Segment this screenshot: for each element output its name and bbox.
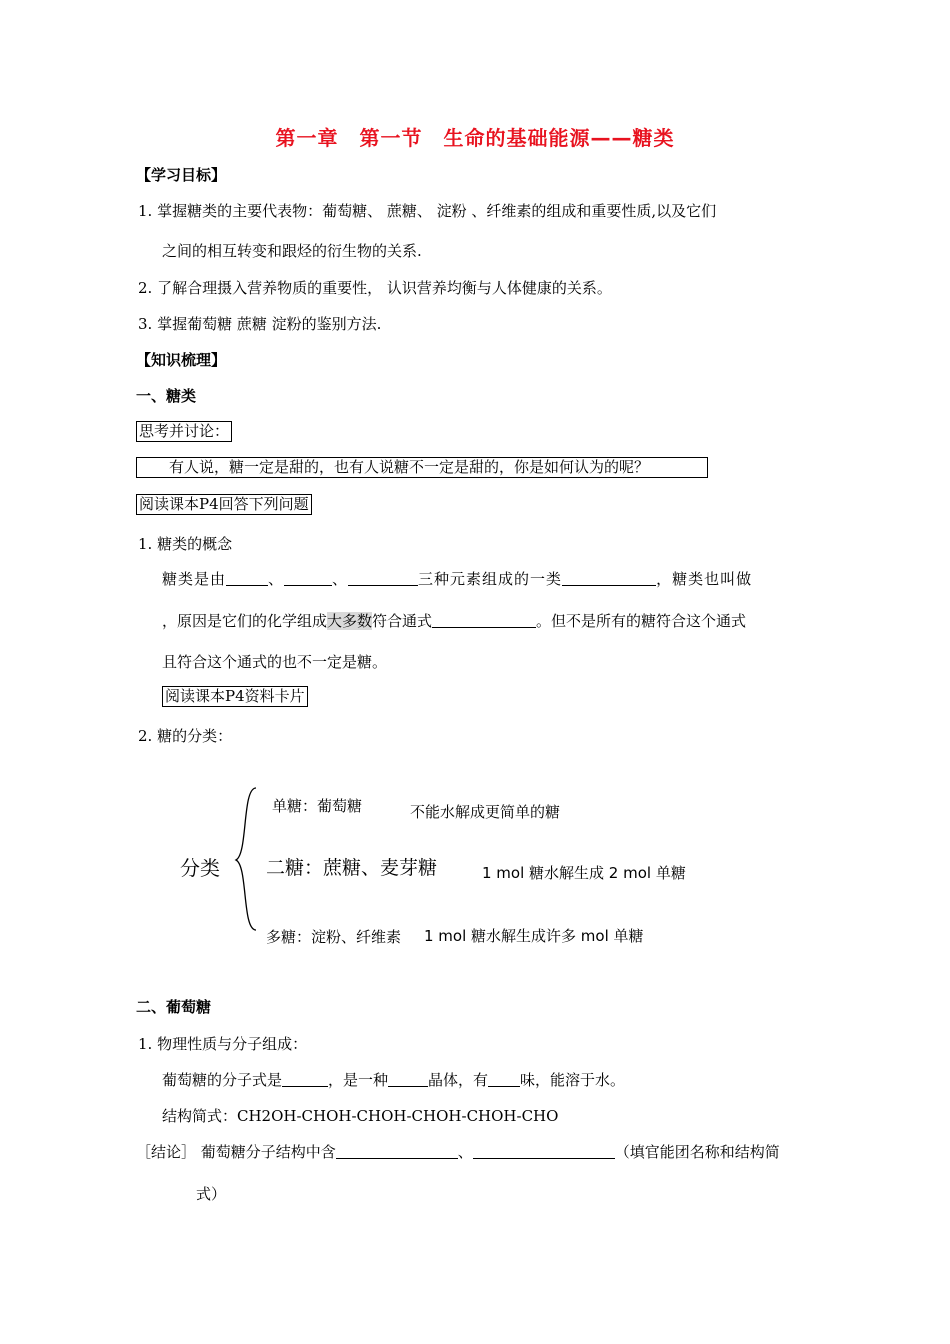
conclusion-line-2: 式） (196, 1185, 227, 1203)
formula-text-1: 葡萄糖的分子式是 (162, 1071, 283, 1089)
disaccharide-label: 二糖：蔗糖、麦芽糖 (266, 857, 438, 879)
conclusion-text-2: （填官能团名称和结构简 (614, 1143, 780, 1161)
polysaccharide-desc: 1 mol 糖水解生成许多 mol 单糖 (424, 927, 644, 945)
functional-group-blank-1[interactable] (336, 1144, 458, 1159)
section-2-heading: 二、葡萄糖 (136, 998, 212, 1016)
concept-line-1: 糖类是由 、 、 三种元素组成的一类 ，糖类也叫做 (162, 570, 753, 588)
concept-text-4: ，原因是它们的化学组成 (162, 612, 328, 630)
element-blank-1[interactable] (226, 571, 268, 586)
concept-text-3: ，糖类也叫做 (656, 570, 753, 588)
functional-group-blank-2[interactable] (473, 1144, 615, 1159)
general-formula-blank[interactable] (432, 613, 536, 628)
concept-text-5: 符合通式 (372, 612, 433, 630)
concept-label: 1. 糖类的概念 (138, 535, 233, 553)
category-blank[interactable] (562, 571, 656, 586)
disaccharide-desc: 1 mol 糖水解生成 2 mol 单糖 (482, 864, 686, 882)
think-discuss-box: 思考并讨论： (136, 421, 232, 442)
element-blank-3[interactable] (348, 571, 418, 586)
concept-text-6: 。但不是所有的糖符合这个通式 (536, 612, 747, 630)
conclusion-line-1 (136, 1141, 780, 1162)
polysaccharide-label: 多糖：淀粉、纤维素 (266, 928, 402, 946)
classification-label: 2. 糖的分类： (138, 727, 233, 745)
objective-3: 3. 掌握葡萄糖 蔗糖 淀粉的鉴别方法. (138, 315, 382, 333)
physical-property-label: 1. 物理性质与分子组成： (138, 1035, 308, 1053)
taste-blank[interactable] (488, 1072, 520, 1087)
objective-2: 2. 了解合理摄入营养物质的重要性， 认识营养均衡与人体健康的关系。 (138, 279, 612, 297)
concept-text-1: 糖类是由 (162, 570, 227, 588)
highlight-majority: 大多数 (327, 612, 373, 630)
classification-root: 分类 (180, 856, 220, 880)
objectives-heading: 【学习目标】 (136, 166, 227, 184)
curly-brace-icon (228, 784, 268, 934)
formula-text-2: ，是一种 (328, 1071, 389, 1089)
concept-line-3: 且符合这个通式的也不一定是糖。 (162, 653, 388, 671)
concept-line-2 (162, 610, 746, 631)
molecular-formula-blank[interactable] (282, 1072, 328, 1087)
structure-formula: 结构简式：CH2OH-CHOH-CHOH-CHOH-CHOH-CHO (162, 1107, 559, 1125)
conclusion-separator: 、 (457, 1143, 473, 1161)
crystal-color-blank[interactable] (388, 1072, 428, 1087)
formula-text-4: 味，能溶于水。 (520, 1071, 626, 1089)
reading-box-1: 阅读课本P4回答下列问题 (136, 494, 312, 515)
reading-box-2: 阅读课本P4资料卡片 (162, 686, 308, 707)
question-box: 有人说，糖一定是甜的，也有人说糖不一定是甜的，你是如何认为的呢？ (136, 457, 708, 478)
objective-1-line-2: 之间的相互转变和跟烃的衍生物的关系. (162, 242, 422, 260)
page-title: 第一章 第一节 生命的基础能源——糖类 (275, 126, 675, 150)
formula-text-3: 晶体，有 (428, 1071, 489, 1089)
conclusion-text-1: ［结论］ 葡萄糖分子结构中含 (136, 1143, 336, 1161)
monosaccharide-label: 单糖：葡萄糖 (272, 797, 363, 815)
glucose-formula-line (162, 1069, 625, 1090)
knowledge-heading: 【知识梳理】 (136, 351, 227, 369)
element-blank-2[interactable] (284, 571, 332, 586)
objective-1-line-1: 1. 掌握糖类的主要代表物：葡萄糖、 蔗糖、 淀粉 、纤维素的组成和重要性质,以及它们 (138, 202, 717, 220)
monosaccharide-desc: 不能水解成更简单的糖 (410, 803, 561, 821)
section-1-heading: 一、糖类 (136, 387, 197, 405)
concept-text-2: 三种元素组成的一类 (418, 570, 563, 588)
